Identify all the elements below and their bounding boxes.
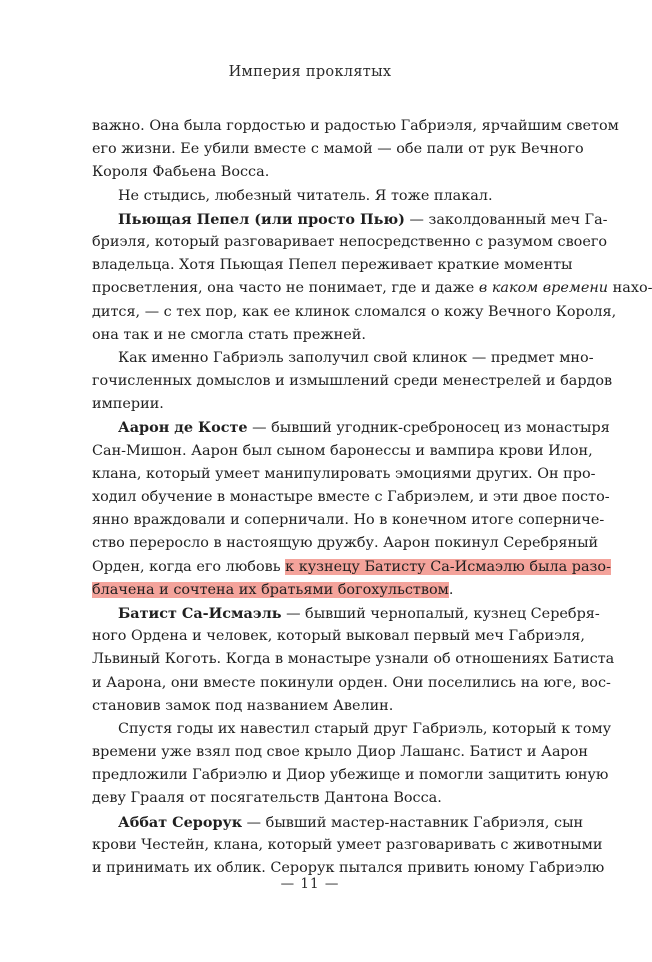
bold-term: Пьющая Пепел (или просто Пью)	[118, 210, 405, 228]
text-line	[92, 695, 532, 718]
text-segment: владельца. Хотя Пьющая Пепел переживает краткие моменты	[92, 257, 573, 274]
text-segment: важно. Она была гордостью и радостью Габриэля, ярчайшим светом	[92, 118, 619, 134]
text-segment: его жизни. Ее убили вместе с мамой — обе пали от рук Вечного	[92, 141, 584, 158]
text-line	[92, 370, 613, 393]
text-segment: ходил обучение в монастыре вместе с Габриэлем, и эти двое посто-	[92, 489, 610, 505]
bold-term: Батист Са-Исмаэль	[118, 604, 282, 622]
text-line	[92, 301, 617, 324]
highlighted-text: блачена и сочтена их братьями богохульством	[92, 581, 449, 598]
text-segment: Спустя годы их навестил старый друг Габриэль, который к тому	[118, 720, 612, 737]
text-line	[92, 208, 608, 231]
text-segment: Львиный Коготь. Когда в монастыре узнали об отношениях Батиста	[92, 651, 615, 668]
text-segment: — бывший мастер-наставник Габриэля, сын	[242, 814, 584, 831]
text-segment: становив замок под названием Авелин.	[92, 697, 394, 714]
bold-term: Аарон де Косте	[118, 419, 248, 437]
text-line	[92, 532, 599, 555]
text-segment: гочисленных домыслов и измышлений среди менестрелей и бардов	[92, 373, 613, 390]
text-line	[92, 231, 608, 254]
text-line	[92, 277, 652, 300]
page-number: — 11 —	[280, 876, 340, 892]
text-line	[92, 393, 532, 416]
text-segment: просветления, она часто не понимает, где и даже	[92, 280, 479, 297]
text-line	[92, 509, 605, 532]
text-segment: янно враждовали и соперничали. Но в конечном итоге соперниче-	[92, 512, 605, 529]
text-segment: империи.	[92, 396, 164, 413]
text-line	[92, 579, 532, 602]
text-segment: Сан-Мишон. Аарон был сыном баронессы и вампира крови Илон,	[92, 442, 593, 459]
text-segment: — бывший чернопалый, кузнец Серебря-	[281, 605, 600, 622]
text-line	[92, 416, 610, 439]
text-segment: предложили Габриэлю и Диор убежище и помогли защитить юную	[92, 767, 609, 784]
text-line	[92, 625, 585, 648]
text-segment: клана, который умеет манипулировать эмоциями других. Он про-	[92, 465, 596, 482]
text-line	[92, 324, 532, 347]
text-segment: и Аарона, они вместе покинули орден. Они поселились на юге, вос-	[92, 674, 611, 691]
text-line	[92, 834, 603, 857]
text-segment: — бывший угодник-среброносец из монастыря	[247, 420, 610, 437]
body-text	[92, 115, 652, 880]
text-line	[92, 648, 615, 671]
text-line	[92, 138, 584, 161]
text-segment: деву Грааля от посягательств Дантона Восса.	[92, 790, 442, 807]
text-segment: ство переросло в настоящую дружбу. Аарон покинул Серебряный	[92, 535, 599, 552]
text-segment: крови Честейн, клана, который умеет разговаривать с животными	[92, 836, 603, 853]
running-header: Империя проклятых	[228, 64, 392, 80]
text-segment: ного Ордена и человек, который выковал первый меч Габриэля,	[92, 628, 585, 645]
text-line	[92, 741, 588, 764]
text-segment: и принимать их облик. Серорук пытался привить юному Габриэлю	[92, 860, 605, 876]
text-segment: .	[448, 581, 454, 598]
text-segment: времени уже взял под свое крыло Диор Лашанс. Батист и Аарон	[92, 744, 588, 761]
text-line	[92, 556, 611, 579]
text-segment: Короля Фабьена Восса.	[92, 164, 270, 181]
text-line	[92, 764, 609, 787]
bold-term: Аббат Серорук	[118, 813, 243, 831]
text-line	[92, 115, 619, 138]
text-line	[92, 161, 532, 184]
text-line	[92, 486, 610, 509]
text-segment: она так и не смогла стать прежней.	[92, 326, 366, 343]
text-segment: Не стыдись, любезный читатель. Я тоже плакал.	[118, 187, 493, 204]
text-line	[92, 787, 532, 810]
italic-text: в каком времени	[478, 280, 609, 297]
text-segment: Как именно Габриэль заполучил свой клинок — предмет мно-	[118, 349, 594, 366]
text-segment: бриэля, который разговаривает непосредственно с разумом своего	[92, 233, 608, 250]
text-line	[92, 440, 593, 463]
text-line	[92, 672, 611, 695]
text-segment: дится, — с тех пор, как ее клинок сломался о кожу Вечного Короля,	[92, 303, 617, 320]
highlighted-text: к кузнецу Батисту Са-Исмаэлю была разо-	[285, 558, 611, 575]
text-line	[92, 185, 532, 208]
text-segment: — заколдованный меч Га-	[404, 211, 608, 228]
text-line	[92, 347, 594, 370]
text-line	[92, 463, 596, 486]
text-segment: нахо-	[608, 280, 652, 297]
text-line	[92, 811, 584, 834]
text-line	[92, 602, 600, 625]
text-segment: Орден, когда его любовь	[92, 558, 286, 575]
text-line	[92, 718, 612, 741]
text-line	[92, 254, 573, 277]
